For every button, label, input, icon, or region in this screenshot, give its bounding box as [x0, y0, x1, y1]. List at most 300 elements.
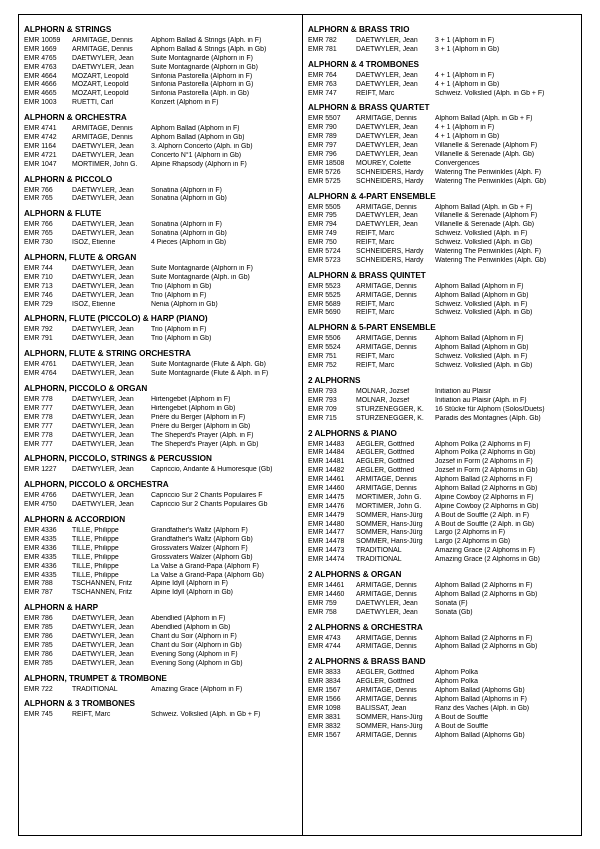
entry-code: EMR 1567 [308, 687, 341, 695]
entry-composer: TILLE, Philippe [72, 535, 119, 543]
entry-title: Amazing Grace (Alphorn in F) [151, 685, 243, 693]
entry-composer: DAETWYLER, Jean [356, 124, 418, 132]
entry-composer: DAETWYLER, Jean [72, 615, 134, 623]
entry-composer: ARMITAGE, Dennis [356, 643, 417, 651]
catalog-entry [24, 527, 296, 536]
catalog-section [24, 384, 296, 449]
entry-title: Alphorn Ballad (2 Alphorns in F) [435, 476, 533, 484]
entry-composer: DAETWYLER, Jean [72, 422, 134, 430]
entry-code: EMR 14484 [308, 449, 345, 457]
entry-title: Schweiz. Volkslied (Alph. in Gb + F) [151, 711, 261, 719]
entry-code: EMR 4335 [24, 553, 57, 561]
entry-title: Trio (Alphorn in F) [151, 291, 207, 299]
entry-code: EMR 792 [24, 326, 53, 334]
catalog-entry [308, 547, 580, 556]
catalog-section [24, 314, 296, 344]
entry-code: EMR 787 [24, 589, 53, 597]
entry-composer: ARMITAGE, Dennis [356, 695, 417, 703]
catalog-entry [24, 125, 296, 134]
entry-composer: TILLE, Philippe [72, 562, 119, 570]
section-heading: ALPHORN, PICCOLO & ORGAN [24, 384, 148, 394]
catalog-section [24, 175, 296, 205]
catalog-section [308, 323, 580, 371]
catalog-entry [308, 388, 580, 397]
catalog-entry [308, 169, 580, 178]
entry-composer: DAETWYLER, Jean [356, 37, 418, 44]
entry-code: EMR 5689 [308, 300, 341, 308]
entry-composer: ARMITAGE, Dennis [72, 45, 133, 53]
catalog-entry [24, 554, 296, 563]
entry-composer: DAETWYLER, Jean [72, 632, 134, 640]
catalog-entry [308, 353, 580, 362]
catalog-entry [24, 274, 296, 283]
entry-composer: MOZART, Leopold [72, 90, 129, 98]
entry-code: EMR 778 [24, 396, 53, 404]
entry-composer: ARMITAGE, Dennis [356, 590, 417, 598]
entry-title: Alphorn Ballad (Alphorns in F) [435, 695, 527, 703]
entry-title: Alphorn Ballad (2 Alphorns in Gb) [435, 590, 538, 598]
entry-composer: REIFT, Marc [356, 362, 395, 370]
catalog-entry [308, 90, 580, 99]
entry-code: EMR 4335 [24, 535, 57, 543]
entry-title: Alphorn Ballad & Strings (Alph. in Gb) [151, 45, 267, 53]
entry-title: La Valse à Grand-Papa (Alphorn F) [151, 562, 259, 570]
entry-composer: SOMMER, Hans-Jürg [356, 713, 423, 721]
catalog-entry [24, 492, 296, 501]
entry-code: EMR 5723 [308, 256, 341, 264]
entry-composer: DAETWYLER, Jean [356, 45, 418, 53]
entry-code: EMR 765 [24, 230, 53, 238]
catalog-section [24, 603, 296, 668]
entry-composer: ARMITAGE, Dennis [356, 634, 417, 642]
entry-composer: SOMMER, Hans-Jürg [356, 529, 423, 537]
entry-composer: TSCHANNEN, Fritz [72, 580, 133, 588]
entry-title: Abendlied (Alphorn in F) [151, 615, 226, 623]
catalog-entry [308, 221, 580, 230]
entry-title: Chant du Soir (Alphorn in F) [151, 632, 237, 640]
catalog-section [24, 25, 296, 108]
entry-title: Schweiz. Volkslied (Alph. in Gb) [435, 309, 533, 317]
entry-code: EMR 778 [24, 431, 53, 439]
entry-title: A Bout de Souffle (2 Alph. in Gb) [435, 520, 535, 528]
entry-title: Largo (2 Alphorns in Gb) [435, 538, 511, 546]
section-heading: ALPHORN & BRASS QUINTET [308, 270, 426, 280]
entry-code: EMR 3834 [308, 678, 341, 686]
entry-composer: TSCHANNEN, Fritz [72, 589, 133, 597]
entry-composer: DAETWYLER, Jean [72, 273, 134, 281]
catalog-entry [24, 536, 296, 545]
catalog-entry [24, 73, 296, 82]
entry-title: Schweiz. Volkslied (Alph. in Gb) [435, 239, 533, 247]
entry-composer: ISOZ, Etienne [72, 239, 116, 247]
entry-composer: DAETWYLER, Jean [356, 608, 418, 616]
entry-code: EMR 1669 [24, 45, 57, 53]
catalog-entry [308, 458, 580, 467]
entry-composer: DAETWYLER, Jean [72, 404, 134, 412]
entry-code: EMR 749 [308, 230, 337, 238]
catalog-entry [308, 204, 580, 213]
catalog-entry [24, 221, 296, 230]
entry-composer: DAETWYLER, Jean [72, 142, 134, 150]
entry-code: EMR 4741 [24, 125, 57, 133]
catalog-entry [308, 723, 580, 732]
entry-title: Jozsef in Form (2 Alphorns in Gb) [435, 467, 538, 475]
entry-code: EMR 4336 [24, 544, 57, 552]
entry-code: EMR 4721 [24, 151, 57, 159]
entry-code: EMR 4766 [24, 492, 57, 500]
entry-composer: TILLE, Philippe [72, 553, 119, 561]
section-heading: ALPHORN & BRASS QUARTET [308, 103, 430, 113]
entry-title: Trio (Alphorn in F) [151, 326, 207, 334]
entry-title: Prière du Berger (Alphorn in F) [151, 413, 246, 421]
entry-title: Initiation au Plaisir (Alph. in F) [435, 396, 527, 404]
entry-composer: DAETWYLER, Jean [356, 599, 418, 607]
entry-code: EMR 5525 [308, 291, 341, 299]
entry-composer: DAETWYLER, Jean [72, 361, 134, 369]
entry-title: Sonatina (Alphorn in Gb) [151, 230, 227, 238]
catalog-entry [24, 572, 296, 581]
entry-code: EMR 5725 [308, 177, 341, 185]
catalog-section [308, 25, 580, 55]
entry-composer: SOMMER, Hans-Jürg [356, 520, 423, 528]
entry-composer: DAETWYLER, Jean [356, 142, 418, 150]
entry-composer: DAETWYLER, Jean [72, 440, 134, 448]
column-divider [302, 15, 303, 835]
entry-code: EMR 4335 [24, 571, 57, 579]
catalog-entry [308, 669, 580, 678]
catalog-entry [24, 161, 296, 170]
catalog-entry [24, 143, 296, 152]
entry-composer: MOLNAR, Jozsef [356, 387, 410, 395]
entry-title: Alphorn Ballad (2 Alphorns in F) [435, 634, 533, 642]
entry-title: Alphorn Ballad (Alph. in Gb + F) [435, 115, 533, 123]
catalog-entry [24, 64, 296, 73]
entry-composer: DAETWYLER, Jean [72, 326, 134, 334]
entry-title: Villanelle & Serenade (Alph. Gb) [435, 151, 535, 159]
entry-code: EMR 14460 [308, 590, 345, 598]
catalog-entry [308, 529, 580, 538]
catalog-entry [24, 37, 296, 46]
entry-code: EMR 4666 [24, 81, 57, 89]
entry-code: EMR 744 [24, 265, 53, 273]
entry-code: EMR 4743 [308, 634, 341, 642]
catalog-entry [308, 124, 580, 133]
entry-code: EMR 1567 [308, 731, 341, 739]
entry-composer: RUETTI, Carl [72, 99, 114, 107]
entry-title: Schweiz. Volkslied (Alph. in Gb) [435, 362, 533, 370]
entry-title: Alpine Cowboy (2 Alphorns in Gb) [435, 502, 539, 510]
entry-title: Alphorn Ballad (Alphorn in Gb) [151, 134, 245, 142]
entry-code: EMR 4763 [24, 63, 57, 71]
entry-composer: DAETWYLER, Jean [356, 212, 418, 220]
section-heading: ALPHORN, PICCOLO & ORCHESTRA [24, 480, 169, 490]
entry-code: EMR 14480 [308, 520, 345, 528]
entry-title: Villanelle & Serenade (Alphorn F) [435, 212, 538, 220]
entry-title: Capriccio, Andante & Humoresque (Gb) [151, 466, 273, 474]
entry-title: Suite Montagnarde (Alph. in Gb) [151, 273, 250, 281]
entry-composer: MOUREY, Colette [356, 159, 412, 167]
entry-title: A Bout de Souffle [435, 722, 489, 730]
catalog-entry [24, 265, 296, 274]
entry-composer: SOMMER, Hans-Jürg [356, 511, 423, 519]
catalog-entry [308, 512, 580, 521]
entry-title: 4 + 1 (Alphorn in Gb) [435, 133, 500, 141]
catalog-entry [308, 230, 580, 239]
catalog-entry [308, 476, 580, 485]
entry-composer: DAETWYLER, Jean [356, 133, 418, 141]
entry-title: Alphorn Ballad (Alphorn in Gb) [435, 344, 529, 352]
catalog-entry [24, 414, 296, 423]
entry-composer: ARMITAGE, Dennis [72, 134, 133, 142]
entry-composer: DAETWYLER, Jean [72, 431, 134, 439]
entry-composer: AEGLER, Gottfried [356, 440, 415, 448]
catalog-entry [308, 72, 580, 81]
catalog-entry [24, 441, 296, 450]
entry-code: EMR 786 [24, 632, 53, 640]
entry-title: Nenia (Alphorn in Gb) [151, 300, 218, 308]
entry-title: Alphorn Ballad (Alphorn in F) [151, 125, 240, 133]
entry-title: Convergences [435, 159, 480, 167]
entry-title: Alphorn Ballad (2 Alphorns in Gb) [435, 643, 538, 651]
entry-composer: DAETWYLER, Jean [72, 641, 134, 649]
catalog-entry [308, 714, 580, 723]
entry-title: Alphorn Ballad (2 Alphorns in F) [435, 581, 533, 589]
entry-title: Alphorn Ballad (Alphorn in Gb) [435, 291, 529, 299]
catalog-entry [24, 370, 296, 379]
catalog-section [24, 253, 296, 309]
entry-composer: DAETWYLER, Jean [72, 54, 134, 62]
entry-composer: SCHNEIDERS, Hardy [356, 248, 424, 256]
entry-title: Suite Montagnarde (Flute & Alph. in F) [151, 370, 269, 378]
entry-title: Evening Song (Alphorn in Gb) [151, 659, 243, 667]
catalog-entry [24, 195, 296, 204]
catalog-entry [308, 591, 580, 600]
catalog-entry [24, 90, 296, 99]
entry-code: EMR 777 [24, 440, 53, 448]
entry-code: EMR 4761 [24, 361, 57, 369]
entry-composer: DAETWYLER, Jean [72, 230, 134, 238]
catalog-entry [308, 178, 580, 187]
entry-code: EMR 5506 [308, 335, 341, 343]
entry-title: Watering The Periwinkles (Alph. F) [435, 248, 542, 256]
catalog-entry [308, 283, 580, 292]
entry-composer: ARMITAGE, Dennis [356, 203, 417, 211]
entry-title: Sonatina (Alphorn in F) [151, 186, 222, 194]
entry-composer: STURZENEGGER, K. [356, 414, 424, 422]
entry-title: Sonatina (Alphorn in Gb) [151, 195, 227, 203]
entry-title: 4 + 1 (Alphorn in F) [435, 124, 495, 132]
entry-title: Concerto N°1 (Alphorn in Gb) [151, 151, 242, 159]
catalog-entry [24, 545, 296, 554]
catalog-entry [308, 521, 580, 530]
entry-code: EMR 766 [24, 221, 53, 229]
catalog-entry [308, 257, 580, 266]
entry-title: Schweiz. Volkslied (Alph. in F) [435, 300, 528, 308]
entry-code: EMR 789 [308, 133, 337, 141]
entry-title: Alpine Rhapsody (Alphorn in F) [151, 160, 247, 168]
catalog-entry [308, 467, 580, 476]
catalog-entry [24, 99, 296, 108]
catalog-entry [24, 651, 296, 660]
section-heading: ALPHORN & 4 TROMBONES [308, 59, 419, 69]
entry-title: Alphorn Polka (2 Alphorns in Gb) [435, 449, 536, 457]
entry-title: Alphorn Ballad (Alphorns Gb) [435, 731, 525, 739]
catalog-entry [308, 115, 580, 124]
catalog-section [308, 271, 580, 319]
entry-code: EMR 14477 [308, 529, 345, 537]
catalog-entry [308, 151, 580, 160]
entry-code: EMR 766 [24, 186, 53, 194]
catalog-entry [308, 485, 580, 494]
entry-composer: MOLNAR, Jozsef [356, 396, 410, 404]
entry-title: Villanelle & Serenade (Alph. Gb) [435, 221, 535, 229]
entry-code: EMR 715 [308, 414, 337, 422]
entry-code: EMR 14481 [308, 458, 345, 466]
section-heading: ALPHORN & 5-PART ENSEMBLE [308, 323, 436, 333]
entry-title: Evening Song (Alphorn in F) [151, 650, 238, 658]
catalog-entry [308, 292, 580, 301]
entry-title: Chant du Soir (Alphorn in Gb) [151, 641, 242, 649]
section-heading: 2 ALPHORNS & BRASS BAND [308, 657, 426, 667]
entry-title: A Bout de Souffle [435, 713, 489, 721]
entry-composer: REIFT, Marc [356, 89, 395, 97]
entry-composer: REIFT, Marc [356, 230, 395, 238]
entry-composer: SCHNEIDERS, Hardy [356, 256, 424, 264]
catalog-entry [308, 600, 580, 609]
entry-composer: ARMITAGE, Dennis [72, 37, 133, 44]
entry-composer: MOZART, Leopold [72, 72, 129, 80]
entry-title: Suite Montagnarde (Alphorn in F) [151, 265, 253, 273]
catalog-entry [24, 134, 296, 143]
catalog-entry [24, 335, 296, 344]
catalog-entry [308, 133, 580, 142]
entry-title: Schweiz. Volkslied (Alph. in F) [435, 353, 528, 361]
section-heading: 2 ALPHORNS & ORCHESTRA [308, 622, 423, 632]
catalog-entry [24, 46, 296, 55]
catalog-entry [308, 397, 580, 406]
catalog-entry [308, 309, 580, 318]
entry-code: EMR 777 [24, 404, 53, 412]
catalog-entry [24, 361, 296, 370]
section-heading: ALPHORN & 4-PART ENSEMBLE [308, 191, 436, 201]
catalog-entry [24, 301, 296, 310]
catalog-entry [24, 686, 296, 695]
entry-composer: TILLE, Philippe [72, 571, 119, 579]
catalog-entry [24, 326, 296, 335]
entry-composer: MOZART, Leopold [72, 81, 129, 89]
entry-title: Grandfather's Waltz (Alphorn Gb) [151, 535, 253, 543]
entry-code: EMR 5523 [308, 282, 341, 290]
section-heading: ALPHORN & BRASS TRIO [308, 25, 410, 34]
catalog-entry [24, 292, 296, 301]
entry-title: Initiation au Plaisir [435, 387, 491, 395]
entry-composer: TILLE, Philippe [72, 544, 119, 552]
catalog-entry [24, 230, 296, 239]
entry-code: EMR 782 [308, 37, 337, 44]
section-heading: ALPHORN & STRINGS [24, 25, 112, 34]
entry-composer: DAETWYLER, Jean [72, 63, 134, 71]
entry-code: EMR 793 [308, 396, 337, 404]
entry-title: Suite Montagnarde (Alphorn in Gb) [151, 63, 258, 71]
entry-composer: DAETWYLER, Jean [72, 186, 134, 194]
entry-title: Alpine Cowboy (2 Alphorns in F) [435, 493, 534, 501]
entry-code: EMR 793 [308, 387, 337, 395]
entry-code: EMR 4764 [24, 370, 57, 378]
entry-code: EMR 3833 [308, 669, 341, 677]
entry-composer: DAETWYLER, Jean [72, 282, 134, 290]
entry-code: EMR 5507 [308, 115, 341, 123]
entry-code: EMR 5726 [308, 168, 341, 176]
entry-composer: REIFT, Marc [72, 711, 111, 719]
catalog-entry [24, 81, 296, 90]
entry-title: Alphorn Ballad (Alphorn in F) [435, 282, 524, 290]
entry-code: EMR 4765 [24, 54, 57, 62]
entry-code: EMR 729 [24, 300, 53, 308]
entry-composer: MORTIMER, John G. [72, 160, 138, 168]
entry-code: EMR 791 [24, 335, 53, 343]
section-heading: ALPHORN, FLUTE & STRING ORCHESTRA [24, 349, 191, 359]
entry-composer: ARMITAGE, Dennis [356, 476, 417, 484]
entry-title: Largo (2 Alphorns in F) [435, 529, 506, 537]
entry-composer: DAETWYLER, Jean [72, 501, 134, 509]
catalog-entry [308, 46, 580, 55]
entry-title: 4 + 1 (Alphorn in F) [435, 71, 495, 79]
entry-code: EMR 1164 [24, 142, 57, 150]
entry-code: EMR 14482 [308, 467, 345, 475]
entry-composer: TRADITIONAL [356, 547, 402, 555]
catalog-section [24, 480, 296, 510]
catalog-entry [308, 609, 580, 618]
entry-code: EMR 785 [24, 659, 53, 667]
entry-code: EMR 778 [24, 413, 53, 421]
entry-code: EMR 763 [308, 80, 337, 88]
section-heading: ALPHORN & 3 TROMBONES [24, 699, 135, 709]
catalog-entry [308, 441, 580, 450]
section-heading: ALPHORN & ORCHESTRA [24, 113, 127, 123]
entry-composer: ARMITAGE, Dennis [356, 581, 417, 589]
catalog-section [24, 515, 296, 598]
entry-composer: ARMITAGE, Dennis [356, 335, 417, 343]
entry-title: 16 Stücke für Alphorn (Solos/Duets) [435, 405, 545, 413]
catalog-entry [308, 406, 580, 415]
entry-title: Sonata (F) [435, 599, 468, 607]
entry-composer: ARMITAGE, Dennis [356, 484, 417, 492]
catalog-entry [308, 449, 580, 458]
entry-code: EMR 14460 [308, 484, 345, 492]
entry-title: Konzert (Alphorn in F) [151, 99, 219, 107]
entry-code: EMR 750 [308, 239, 337, 247]
entry-composer: DAETWYLER, Jean [72, 650, 134, 658]
entry-composer: DAETWYLER, Jean [356, 80, 418, 88]
catalog-section [308, 192, 580, 266]
entry-code: EMR 5524 [308, 344, 341, 352]
entry-composer: ARMITAGE, Dennis [356, 687, 417, 695]
catalog-entry [308, 142, 580, 151]
entry-composer: DAETWYLER, Jean [72, 195, 134, 203]
entry-title: Watering The Periwinkles (Alph. Gb) [435, 177, 547, 185]
entry-composer: ARMITAGE, Dennis [356, 291, 417, 299]
entry-title: Amazing Grace (2 Alphorns in Gb) [435, 556, 540, 564]
catalog-entry [308, 732, 580, 741]
entry-title: Grossvaters Walzer (Alphorn F) [151, 544, 248, 552]
entry-code: EMR 14483 [308, 440, 345, 448]
catalog-entry [24, 563, 296, 572]
catalog-section [24, 113, 296, 169]
catalog-entry [308, 503, 580, 512]
entry-code: EMR 14479 [308, 511, 345, 519]
entry-code: EMR 4742 [24, 134, 57, 142]
entry-code: EMR 797 [308, 142, 337, 150]
